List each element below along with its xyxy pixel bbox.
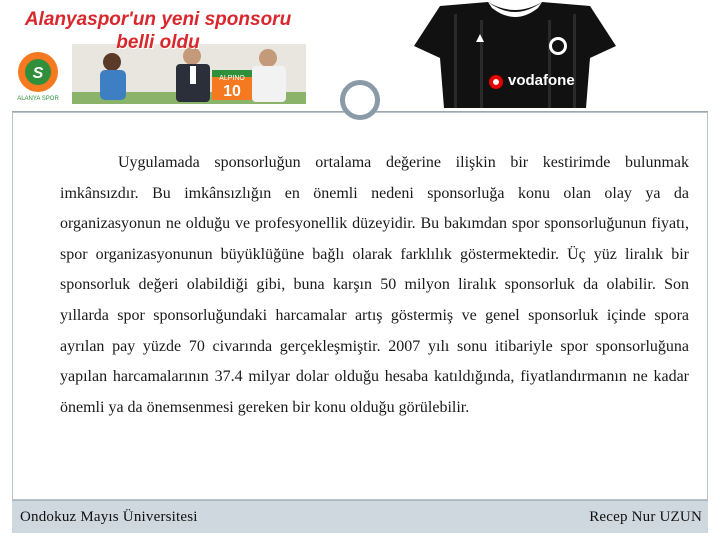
badge-name: ALPINO [219, 75, 245, 82]
logo-text: ALANYA SPOR [17, 96, 59, 102]
jersey-shirt [410, 0, 620, 108]
jersey-image [410, 0, 620, 108]
jersey-sponsor-text: vodafone [508, 72, 575, 89]
footer-bar [12, 500, 708, 533]
ring-ornament [340, 80, 380, 120]
news-headline: Alanyaspor'un yeni sponsoru belli oldu [24, 9, 292, 53]
footer-university: Ondokuz Mayıs Üniversitesi [20, 509, 198, 525]
alanyaspor-news-image [10, 4, 306, 104]
badge-number: 10 [223, 83, 241, 100]
alanyaspor-logo [12, 48, 64, 102]
logo-letter: S [32, 65, 44, 82]
footer-author: Recep Nur UZUN [589, 509, 702, 525]
body-paragraph: Uygulamada sponsorluğun ortalama değerine ilişkin bir kestirimde bulunmak imkânsızdır. Bu imkânsızlığın en önemli nedeni sponsorluğa konu olan olay ya da organizasyonun ne olduğu ve profesyonellik düzeyidir. Bu bakımdan spor sponsorluğunun fiyatı, spor organizasyonunun büyüklüğüne bağlı olarak farklılık göstermektedir. Üç yüz liralık bir sponsorluk değeri olabildiği gibi, buna karşın 50 milyon liralık sponsorluk da olabilir. Son yıllarda spor sponsorluğundaki harcamalar artış göstermiş ve genel sponsorluk içinde spora ayrılan pay yüzde 70 civarında gerçekleşmiştir. 2007 yılı sonu itibariyle spor sponsorluğuna yapılan harcamalarının 37.4 milyar dolar olduğu hesaba katıldığında, fiyatlandırmanın ne kadar önemli ya da önemsenmesi gereken bir konu olduğu görülebilir. [60, 154, 689, 416]
